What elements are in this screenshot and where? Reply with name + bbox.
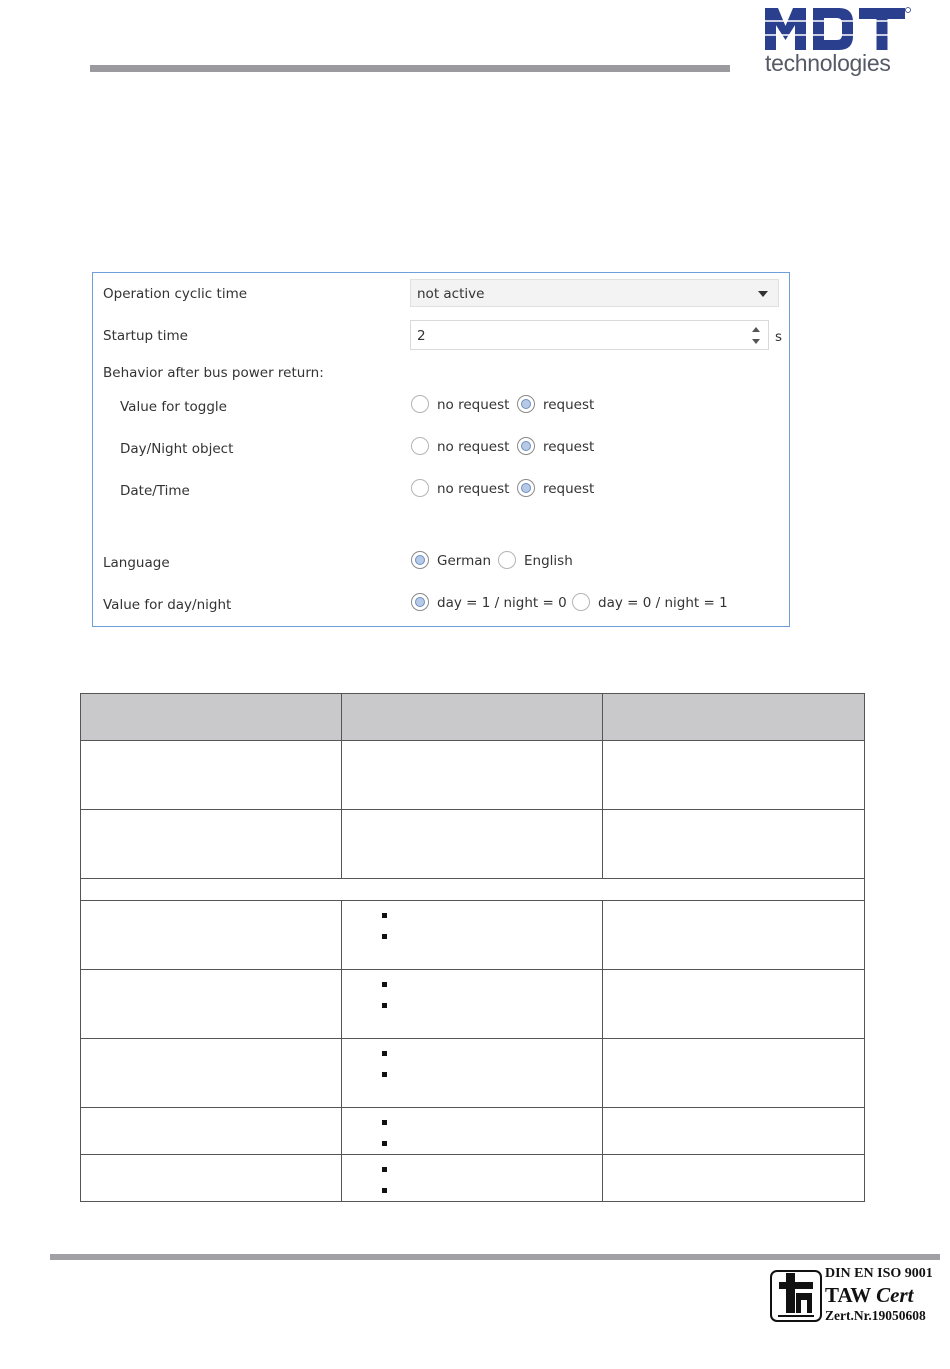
table-cell — [603, 901, 865, 970]
list-bullet — [342, 1159, 602, 1180]
operation-cyclic-time-select[interactable] — [410, 279, 779, 307]
value-for-toggle-no-request-radio[interactable] — [411, 395, 429, 413]
cert-name-taw: TAW — [825, 1283, 877, 1307]
table-row — [81, 741, 865, 810]
logo-subtitle: technologies — [765, 50, 891, 76]
language-english-radio[interactable] — [498, 551, 516, 569]
day1-night0-label: day = 1 / night = 0 — [437, 595, 567, 611]
day-night-object-request-radio[interactable] — [517, 437, 535, 455]
language-german-label: German — [437, 553, 492, 569]
value-for-toggle-label: Value for toggle — [120, 399, 227, 415]
table-header-row — [81, 694, 865, 741]
header-divider — [90, 65, 730, 72]
table-section-row — [81, 879, 865, 901]
value-for-toggle-request-radio[interactable] — [517, 395, 535, 413]
mdt-logo — [765, 4, 915, 80]
table-header-cell — [342, 694, 603, 741]
language-english-label: English — [524, 553, 573, 569]
list-bullet — [342, 1133, 602, 1154]
language-label: Language — [103, 555, 170, 571]
table-cell — [81, 1155, 342, 1202]
value-day-night-label: Value for day/night — [103, 597, 232, 613]
list-bullet — [342, 1064, 602, 1085]
table-row — [81, 901, 865, 970]
spin-up-icon[interactable] — [752, 327, 760, 332]
parameter-table — [80, 693, 865, 1202]
cert-name-cert: Cert — [876, 1283, 914, 1307]
list-bullet — [342, 974, 602, 995]
table-cell — [342, 970, 603, 1039]
startup-time-spinner[interactable] — [410, 320, 769, 350]
chevron-down-icon — [758, 291, 768, 297]
table-cell — [342, 810, 603, 879]
value-for-toggle-request-label: request — [543, 397, 595, 413]
table-section-cell — [81, 879, 865, 901]
language-german-radio[interactable] — [411, 551, 429, 569]
day-night-object-label: Day/Night object — [120, 441, 234, 457]
list-bullet — [342, 1112, 602, 1133]
startup-time-unit: s — [775, 329, 783, 345]
list-bullet — [342, 995, 602, 1016]
table-row — [81, 810, 865, 879]
list-bullet — [342, 1180, 602, 1201]
cert-name — [825, 1283, 933, 1307]
list-bullet — [342, 1043, 602, 1064]
date-time-request-radio[interactable] — [517, 479, 535, 497]
operation-cyclic-time-label: Operation cyclic time — [103, 286, 248, 302]
startup-time-value: 2 — [417, 328, 426, 344]
table-cell — [342, 1108, 603, 1155]
value-for-toggle-no-request-label: no request — [437, 397, 510, 413]
date-time-request-label: request — [543, 481, 595, 497]
table-cell — [81, 741, 342, 810]
date-time-no-request-radio[interactable] — [411, 479, 429, 497]
table-row — [81, 1155, 865, 1202]
footer-divider — [50, 1254, 940, 1260]
day0-night1-label: day = 0 / night = 1 — [598, 595, 728, 611]
taw-cert-logo — [770, 1268, 822, 1324]
table-cell — [81, 810, 342, 879]
table-cell — [603, 1155, 865, 1202]
taw-cert-icon — [770, 1268, 822, 1324]
table-header-cell — [603, 694, 865, 741]
day-night-object-no-request-label: no request — [437, 439, 510, 455]
behavior-heading: Behavior after bus power return: — [103, 365, 324, 381]
cert-standard: DIN EN ISO 9001 — [825, 1266, 933, 1281]
day1-night0-radio[interactable] — [411, 593, 429, 611]
table-row — [81, 1108, 865, 1155]
table-row — [81, 1039, 865, 1108]
date-time-label: Date/Time — [120, 483, 190, 499]
table-row — [81, 970, 865, 1039]
table-cell — [342, 1039, 603, 1108]
operation-cyclic-time-value: not active — [417, 286, 485, 302]
spin-down-icon[interactable] — [752, 339, 760, 344]
table-cell — [342, 901, 603, 970]
day0-night1-radio[interactable] — [572, 593, 590, 611]
table-cell — [603, 810, 865, 879]
table-cell — [603, 1039, 865, 1108]
startup-time-label: Startup time — [103, 328, 188, 344]
table-cell — [603, 741, 865, 810]
ets-parameter-panel — [92, 272, 790, 627]
list-bullet — [342, 905, 602, 926]
table-cell — [81, 1108, 342, 1155]
table-cell — [603, 1108, 865, 1155]
table-cell — [603, 970, 865, 1039]
list-bullet — [342, 926, 602, 947]
table-cell — [342, 1155, 603, 1202]
table-cell — [342, 741, 603, 810]
table-cell — [81, 970, 342, 1039]
day-night-object-no-request-radio[interactable] — [411, 437, 429, 455]
date-time-no-request-label: no request — [437, 481, 510, 497]
day-night-object-request-label: request — [543, 439, 595, 455]
mdt-logo-mark — [765, 4, 911, 52]
cert-number: Zert.Nr.19050608 — [825, 1308, 926, 1323]
certification-text — [825, 1265, 933, 1325]
table-cell — [81, 901, 342, 970]
table-header-cell — [81, 694, 342, 741]
table-cell — [81, 1039, 342, 1108]
